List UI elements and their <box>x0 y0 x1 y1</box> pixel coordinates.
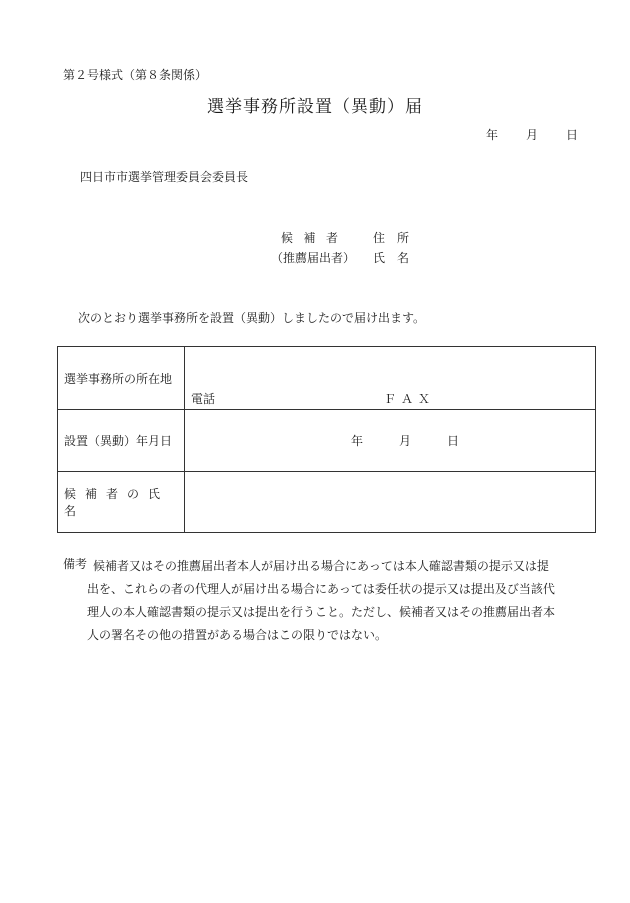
notes-line: 理人の本人確認書類の提示又は提出を行うこと。ただし、候補者又はその推薦届出者本 <box>87 605 556 619</box>
role-char-1: 候 <box>281 231 294 245</box>
notes-line: 出を、これらの者の代理人が届け出る場合にあっては委任状の提示又は提出及び当該代 <box>87 582 555 596</box>
candidate-name-field[interactable] <box>185 472 596 533</box>
phone-label: 電話 <box>191 392 216 406</box>
table-row <box>58 347 596 410</box>
notes-line: 人の署名その他の措置がある場合はこの限りではない。 <box>87 628 388 642</box>
applicant-address-row <box>281 229 409 246</box>
role-char-2: 補 <box>303 231 316 245</box>
notes-body <box>87 555 593 647</box>
office-info-table <box>57 346 596 533</box>
month-unit: 月 <box>398 434 411 448</box>
table-row <box>58 472 596 533</box>
notes-heading: 備考 <box>63 557 88 571</box>
applicant-name-row <box>271 249 409 266</box>
submission-date <box>486 126 578 143</box>
notes-section <box>63 555 593 647</box>
name-label: 氏 名 <box>372 251 409 265</box>
addressee: 四日市市選挙管理委員会委員長 <box>80 170 249 184</box>
date-label: 設置（異動）年月日 <box>58 410 185 472</box>
intro-text: 次のとおり選挙事務所を設置（異動）しましたので届け出ます。 <box>78 311 426 325</box>
role-char-3: 者 <box>326 231 339 245</box>
date-field[interactable] <box>185 410 596 472</box>
recommender-label: （推薦届出者） <box>271 251 356 265</box>
day-unit: 日 <box>446 434 459 448</box>
fax-label: ＦＡＸ <box>384 392 436 406</box>
month-unit: 月 <box>525 128 538 142</box>
office-location-field[interactable] <box>185 347 596 410</box>
year-unit: 年 <box>351 434 364 448</box>
notes-line: 候補者又はその推薦届出者本人が届け出る場合にあっては本人確認書類の提示又は提 <box>93 559 549 573</box>
candidate-name-label: 候補者の氏名 <box>58 472 185 533</box>
address-label: 住 所 <box>372 231 409 245</box>
day-unit: 日 <box>565 128 578 142</box>
document-title: 選挙事務所設置（異動）届 <box>207 97 423 117</box>
table-row <box>58 410 596 472</box>
year-unit: 年 <box>486 128 499 142</box>
form-number: 第２号様式（第８条関係） <box>63 68 208 82</box>
office-location-label: 選挙事務所の所在地 <box>58 347 185 410</box>
